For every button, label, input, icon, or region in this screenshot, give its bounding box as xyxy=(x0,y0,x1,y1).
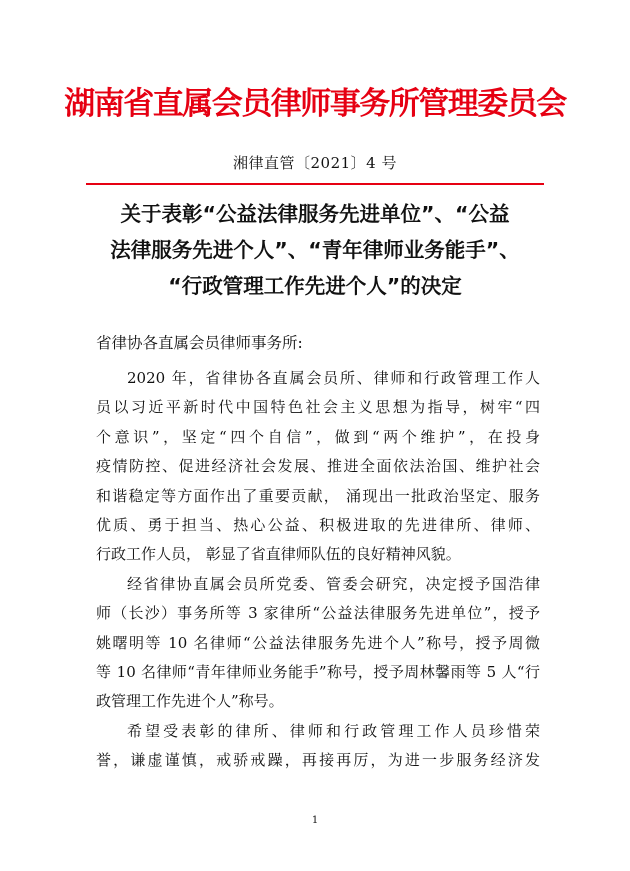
body-line: 师（长沙）事务所等 3 家律所“公益法律服务先进单位”，授予 xyxy=(96,604,540,623)
body-line: 2020 年，省律协各直属会员所、律师和行政管理工作人 xyxy=(127,369,540,387)
issuer-red-header: 湖南省直属会员律师事务所管理委员会 xyxy=(64,86,566,122)
body-line: 疫情防控、促进经济社会发展、推进全面依法治国、维护社会 xyxy=(96,457,540,476)
title-line: “行政管理工作先进个人”的决定 xyxy=(168,274,462,298)
body-line: 员以习近平新时代中国特色社会主义思想为指导，树牢“四 xyxy=(96,398,540,417)
body-line: 等 10 名律师“青年律师业务能手”称号，授予周林馨雨等 5 人“行 xyxy=(96,662,540,681)
document-body xyxy=(96,364,540,775)
red-separator-line xyxy=(86,183,544,185)
body-line: 政管理工作先进个人”称号。 xyxy=(96,692,284,711)
body-line: 希望受表彰的律所、律师和行政管理工作人员珍惜荣 xyxy=(127,721,540,740)
title-line: 法律服务先进个人”、“青年律师业务能手”、 xyxy=(110,238,520,262)
document-number: 湘律直管〔2021〕4 号 xyxy=(233,154,397,172)
body-line: 优质、勇于担当、热心公益、积极进取的先进律所、律师、 xyxy=(96,515,540,534)
body-line: 个意识”，坚定“四个自信”，做到“两个维护”，在投身 xyxy=(96,427,540,446)
addressee: 省律协各直属会员律师事务所: xyxy=(96,334,303,352)
body-line: 誉，谦虚谨慎，戒骄戒躁，再接再厉，为进一步服务经济发 xyxy=(96,751,540,770)
page-number: 1 xyxy=(311,815,319,826)
document-title xyxy=(80,196,550,304)
body-line: 经省律协直属会员所党委、管委会研究，决定授予国浩律 xyxy=(127,574,540,593)
body-line: 和谐稳定等方面作出了重要贡献， 涌现出一批政治坚定、服务 xyxy=(96,486,540,505)
body-line: 行政工作人员， 彰显了省直律师队伍的良好精神风貌。 xyxy=(96,545,461,564)
title-line: 关于表彰“公益法律服务先进单位”、“公益 xyxy=(120,202,510,226)
body-line: 姚曙明等 10 名律师“公益法律服务先进个人”称号，授予周微 xyxy=(96,633,540,652)
